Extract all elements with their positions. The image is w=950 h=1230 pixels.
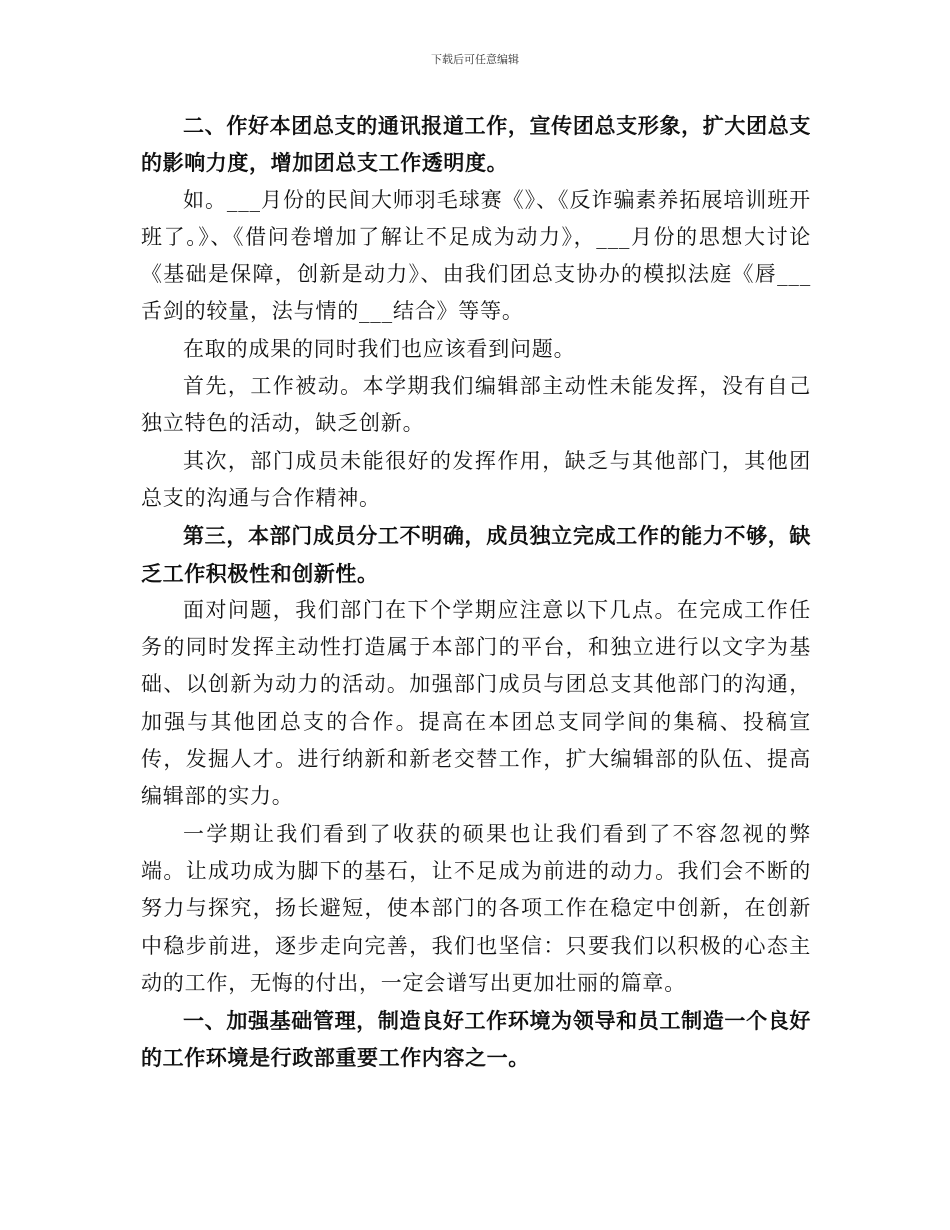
paragraph-improvements: 面对问题，我们部门在下个学期应注意以下几点。在完成工作任务的同时发挥主动性打造属于本部门的平台，和独立进行以文字为基础、以创新为动力的活动。加强部门成员与团总支其他部门的沟通，加强与其他团总支的合作。提高在本团总支同学间的集稿、投稿宣传，发掘人才。进行纳新和新老交替工作，扩大编辑部的队伍、提高编辑部的实力。	[141, 597, 811, 809]
paragraph-heading-1: 一、加强基础管理，制造良好工作环境为领导和员工制造一个良好的工作环境是行政部重要工作内容之一。	[141, 1008, 811, 1071]
paragraph-heading-2: 二、作好本团总支的通讯报道工作，宣传团总支形象，扩大团总支的影响力度，增加团总支工作透明度。	[141, 113, 811, 176]
paragraph-problems-intro: 在取的成果的同时我们也应该看到问题。	[183, 336, 576, 361]
paragraph-examples: 如。___月份的民间大师羽毛球赛《》、《反诈骗素养拓展培训班开班了。》、《借问卷增加了解让不足成为动力》，___月份的思想大讨论《基础是保障，创新是动力》、由我们团总支协办的模拟法庭《唇___舌剑的较量，法与情的___结合》等等。	[141, 187, 811, 324]
paragraph-summary: 一学期让我们看到了收获的硕果也让我们看到了不容忽视的弊端。让成功成为脚下的基石，让不足成为前进的动力。我们会不断的努力与探究，扬长避短，使本部门的各项工作在稳定中创新，在创新中稳步前进，逐步走向完善，我们也坚信：只要我们以积极的心态主动的工作，无悔的付出，一定会谱写出更加壮丽的篇章。	[141, 821, 811, 995]
document-body	[141, 107, 811, 1077]
page-header-note: 下载后可任意编辑	[431, 53, 519, 66]
paragraph-third-problem: 第三，本部门成员分工不明确，成员独立完成工作的能力不够，缺乏工作积极性和创新性。	[141, 523, 811, 586]
paragraph-first-problem: 首先，工作被动。本学期我们编辑部主动性未能发挥，没有自己独立特色的活动，缺乏创新。	[141, 374, 811, 436]
paragraph-second-problem: 其次，部门成员未能很好的发挥作用，缺乏与其他部门，其他团总支的沟通与合作精神。	[141, 448, 811, 510]
